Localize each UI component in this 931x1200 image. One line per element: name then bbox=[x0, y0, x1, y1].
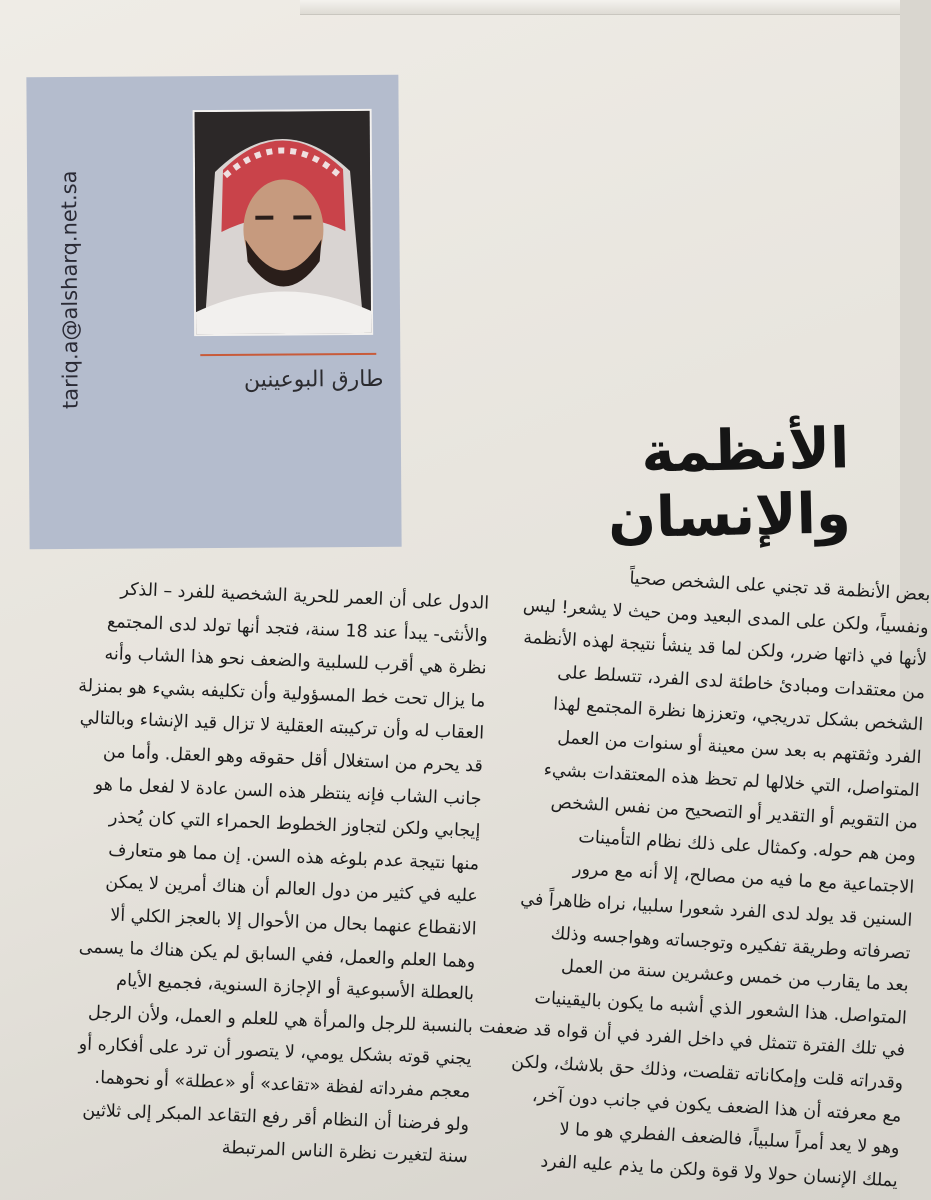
article-line: نظرة هي أقرب للسلبية والضعف نحو هذا الشاب وأنه bbox=[104, 644, 487, 679]
article-line: بالنسبة للرجل والمرأة هي للعلم و العمل، ولأن الرجل bbox=[87, 1002, 474, 1038]
article-line: بعض الأنظمة قد تجني على الشخص صحياً bbox=[628, 568, 931, 606]
article-line: مع معرفته أن هذا الضعف يكون في جانب دون آخر، bbox=[531, 1085, 902, 1127]
page-fold bbox=[300, 0, 900, 15]
article-line: الاجتماعية مع ما فيه من مصالح، إلا أنه مع مرور bbox=[572, 859, 915, 899]
article-line: تصرفاته وطريقة تفكيره وتوجساته وهواجسه وذلك bbox=[550, 923, 911, 964]
article-line: الانقطاع عنهما بحال من الأحوال إلا بالعجز الكلي ألا bbox=[109, 905, 477, 940]
article-line: ومن هم حوله. وكمثال على ذلك نظام التأمينات bbox=[577, 826, 917, 866]
article-line: جانب الشاب فإنه ينتظر هذه السن عادة لا لفعل ما هو bbox=[94, 774, 482, 810]
author-email: tariq.a@alsharq.net.sa bbox=[57, 170, 83, 410]
article-line: في تلك الفترة تتمثل في داخل الفرد في أن قواه قد ضعفت bbox=[478, 1017, 906, 1062]
article-line: ما يزال تحت خط المسؤولية وأن تكليفه بشيء هو بمنزلة bbox=[77, 675, 486, 712]
author-name: طارق البوعينين bbox=[243, 366, 384, 393]
article-line: المتواصل. هذا الشعور الذي أشبه ما يكون باليقينيات bbox=[533, 987, 908, 1029]
article-line: ونفسياً، ولكن على المدى البعيد ومن حيث لا يشعر! ليس bbox=[522, 595, 930, 638]
article-line: يجني قوته بشكل يومي، لا يتصور أن ترد على أفكاره أو bbox=[78, 1034, 472, 1070]
article-line: العقاب له وأن تركيبته العقلية لا تزال قيد الإنشاء وبالتالي bbox=[79, 708, 485, 744]
article-line: عليه في كثير من دول العالم أن هناك أمرين لا يمكن bbox=[105, 872, 479, 907]
author-photo bbox=[193, 109, 374, 336]
article-line: الدول على أن العمر للحرية الشخصية للفرد – الذكر bbox=[120, 579, 490, 614]
article-headline: الأنظمة والإنسان bbox=[607, 416, 852, 552]
article-line: من معتقدات ومبادئ خاطئة لدى الفرد، تتسلط على bbox=[556, 662, 926, 704]
article-line: بالعطلة الأسبوعية أو الإجازة السنوية، فجميع الأيام bbox=[115, 970, 475, 1005]
article-line: وهو لا يعد أمراً سلبياً، فالضعف الفطري هو ما لا bbox=[558, 1119, 901, 1159]
article-line: وهما العلم والعمل، ففي السابق لم يكن هناك ما يسمى bbox=[78, 936, 476, 972]
article-column-left bbox=[5, 570, 489, 1174]
article-line: الشخص بشكل تدريجي، وتعززها نظرة المجتمع لهذا bbox=[552, 694, 924, 736]
article-line: بعد ما يقارب من خمس وعشرين سنة من العمل bbox=[560, 956, 910, 996]
article-line: والأنثى- يبدأ عند 18 سنة، فتجد أنها تولد لدى المجتمع bbox=[106, 611, 489, 647]
article-line: قد يحرم من استغلال أقل حقوقه وهو العقل. وأما من bbox=[102, 741, 484, 777]
article-column-right bbox=[477, 556, 931, 1198]
article-line: إيجابي ولكن لتجاوز الخطوط الحمراء التي كان يُحذر bbox=[108, 807, 481, 842]
article-line: معجم مفرداته لفظة «تقاعد» أو «عطلة» أو نحوهما. bbox=[94, 1067, 471, 1103]
article-line: وقدراته قلت وإمكاناته تقلصت، وذلك حق بلاشك، ولكن bbox=[510, 1051, 904, 1094]
author-box bbox=[26, 75, 401, 550]
article-line: السنين قد يولد لدى الفرد شعورا سلبيا، نراه ظاهراً في bbox=[519, 888, 913, 931]
article-line: من التقويم أو التقدير أو التصحيح من نفس الشخص bbox=[550, 792, 919, 834]
article-line: منها نتيجة عدم بلوغه هذه السن. إن مما هو متعارف bbox=[107, 840, 480, 875]
article-line: يملك الإنسان حولا ولا قوة ولكن ما يذم عليه الفرد bbox=[539, 1151, 899, 1192]
article-line: الفرد وثقتهم به بعد سن معينة أو سنوات من العمل bbox=[556, 727, 922, 769]
author-portrait-image bbox=[195, 111, 372, 334]
article-line: لأنها في ذاتها ضرر، ولكن لما قد ينشأ نتيجة لهذه الأنظمة bbox=[522, 627, 928, 671]
article-line: سنة لتغيرت نظرة الناس المرتبطة bbox=[221, 1137, 469, 1168]
article-line: المتواصل، التي خلالها لم تحظ هذه المعتقدات بشيء bbox=[543, 759, 921, 801]
name-divider bbox=[200, 353, 376, 356]
article-line: ولو فرضنا أن النظام أقر رفع التقاعد المبكر إلى ثلاثين bbox=[82, 1099, 470, 1135]
